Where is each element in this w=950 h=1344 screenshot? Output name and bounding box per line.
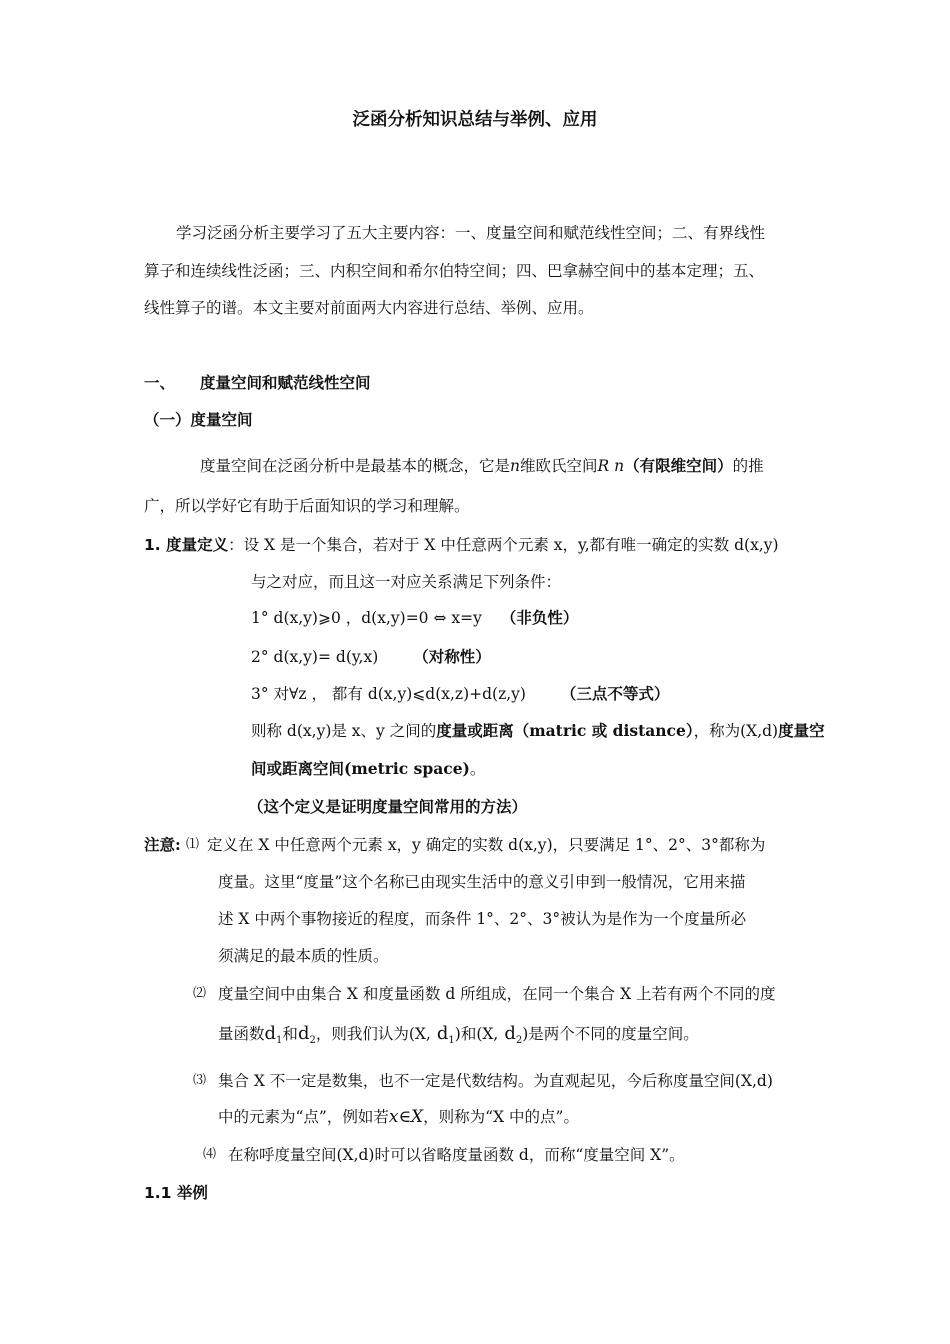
notes-label: 注意: xyxy=(144,835,181,854)
note-1-line-4: 须满足的最本质的性质。 xyxy=(218,947,389,965)
conclusion-text-d: 度量空 xyxy=(778,721,825,740)
note-3-line-2 xyxy=(218,1105,579,1127)
p1-n-symbol: n xyxy=(510,457,520,475)
note-2-text-c: )和(X, xyxy=(454,1025,499,1043)
d2-subscript: 2 xyxy=(309,1035,316,1047)
note-3-line-1: 集合 X 不一定是数集，也不一定是代数结构。为直观起见，今后称度量空间(X,d) xyxy=(218,1072,773,1090)
condition-1 xyxy=(251,606,578,628)
section-number: 一、 xyxy=(144,373,176,392)
conclusion-text-a: 则称 d(x,y)是 x、y 之间的 xyxy=(251,722,437,740)
definition-colon: ： xyxy=(228,536,244,554)
note-3-text-a: 中的元素为“点”，例如若 xyxy=(218,1108,389,1126)
p1-text-b: 维欧氏空间 xyxy=(520,457,598,475)
d2-symbol-2: d xyxy=(504,1023,516,1044)
condition-2 xyxy=(251,645,491,667)
d1-subscript: 1 xyxy=(276,1035,283,1047)
note-4-line-1: 在称呼度量空间(X,d)时可以省略度量函数 d，而称“度量空间 X”。 xyxy=(228,1146,685,1164)
d1-symbol-2: d xyxy=(436,1023,449,1044)
note-1-line-2: 度量。这里“度量”这个名称已由现实生活中的意义引申到一般情况，它用来描 xyxy=(218,873,746,891)
note-1-marker: ⑴ xyxy=(186,837,200,852)
note-2-marker: ⑵ xyxy=(193,986,207,1001)
note-3-marker: ⑶ xyxy=(193,1073,207,1088)
example-heading: 1.1 举例 xyxy=(144,1184,208,1202)
d2-subscript-2: 2 xyxy=(515,1035,523,1047)
note-2-text-a: 量函数 xyxy=(218,1025,265,1043)
conclusion-text-c: ，称为(X,d) xyxy=(693,722,779,740)
note-4-marker: ⑷ xyxy=(203,1147,217,1162)
conclusion-line2-b: 。 xyxy=(469,760,486,778)
d2-symbol: d xyxy=(297,1023,310,1044)
d1-symbol: d xyxy=(264,1023,277,1044)
definition-text-1: 设 X 是一个集合，若对于 X 中任意两个元素 x，y,都有唯一确定的实数 d(x,y) xyxy=(243,536,779,554)
condition-1-note: （非负性） xyxy=(500,608,579,627)
condition-3-note: （三点不等式） xyxy=(560,684,670,703)
note-3-text-b: ，则称为“X 中的点”。 xyxy=(423,1108,579,1126)
note-2-text-d: )是两个不同的度量空间。 xyxy=(522,1025,699,1043)
condition-2-note: （对称性） xyxy=(413,647,491,666)
note-1-line-3: 述 X 中两个事物接近的程度，而条件 1°、2°、3°被认为是作为一个度量所必 xyxy=(218,910,747,928)
definition-conclusion-line-1 xyxy=(251,719,825,741)
p1-text-d: 的推 xyxy=(732,457,764,475)
note-2-and: 和 xyxy=(282,1025,298,1043)
note-2-line-1: 度量空间中由集合 X 和度量函数 d 所组成，在同一个集合 X 上若有两个不同的度 xyxy=(218,985,776,1003)
definition-method-note: （这个定义是证明度量空间常用的方法） xyxy=(248,797,528,816)
definition-conclusion-line-2 xyxy=(251,757,485,779)
paragraph-metric-space-line-1 xyxy=(200,454,764,476)
p1-text-c: （有限维空间） xyxy=(624,456,733,475)
condition-2-text: 2° d(x,y)= d(y,x) xyxy=(251,648,379,666)
definition-label: 1. 度量定义 xyxy=(144,536,229,554)
p1-rn-symbol: R n xyxy=(597,457,625,475)
definition-line-1 xyxy=(144,533,779,555)
condition-3-text: 3° 对∀z ， 都有 d(x,y)⩽d(x,z)+d(z,y) xyxy=(251,685,526,703)
document-title: 泛函分析知识总结与举例、应用 xyxy=(352,110,598,130)
intro-line-3: 线性算子的谱。本文主要对前面两大内容进行总结、举例、应用。 xyxy=(144,299,594,317)
condition-1-text: 1° d(x,y)⩾0 ，d(x,y)=0 ⇔ x=y xyxy=(251,609,482,627)
paragraph-metric-space-line-2: 广，所以学好它有助于后面知识的学习和理解。 xyxy=(144,497,470,515)
intro-line-1: 学习泛函分析主要学习了五大主要内容：一、度量空间和赋范线性空间；二、有界线性 xyxy=(176,224,766,242)
conclusion-text-b: 度量或距离（matric 或 distance） xyxy=(436,721,694,740)
section-title: 度量空间和赋范线性空间 xyxy=(200,373,371,392)
subsection-title: （一）度量空间 xyxy=(144,410,253,429)
definition-line-2: 与之对应，而且这一对应关系满足下列条件： xyxy=(251,573,562,591)
note-2-line-2 xyxy=(218,1022,699,1046)
note-2-text-b: ，则我们认为(X, xyxy=(315,1025,431,1043)
d1-subscript-2: 1 xyxy=(448,1035,455,1047)
p1-text-a: 度量空间在泛函分析中是最基本的概念，它是 xyxy=(200,457,511,475)
condition-3 xyxy=(251,682,669,704)
note-3-expression: x∈X xyxy=(388,1107,424,1127)
note-1-line-1: 定义在 X 中任意两个元素 x，y 确定的实数 d(x,y)，只要满足 1°、2°、3°都称为 xyxy=(207,836,766,854)
conclusion-line2-a: 间或距离空间(metric space) xyxy=(251,759,470,778)
intro-line-2: 算子和连续线性泛函；三、内积空间和希尔伯特空间；四、巴拿赫空间中的基本定理；五、 xyxy=(144,262,765,280)
